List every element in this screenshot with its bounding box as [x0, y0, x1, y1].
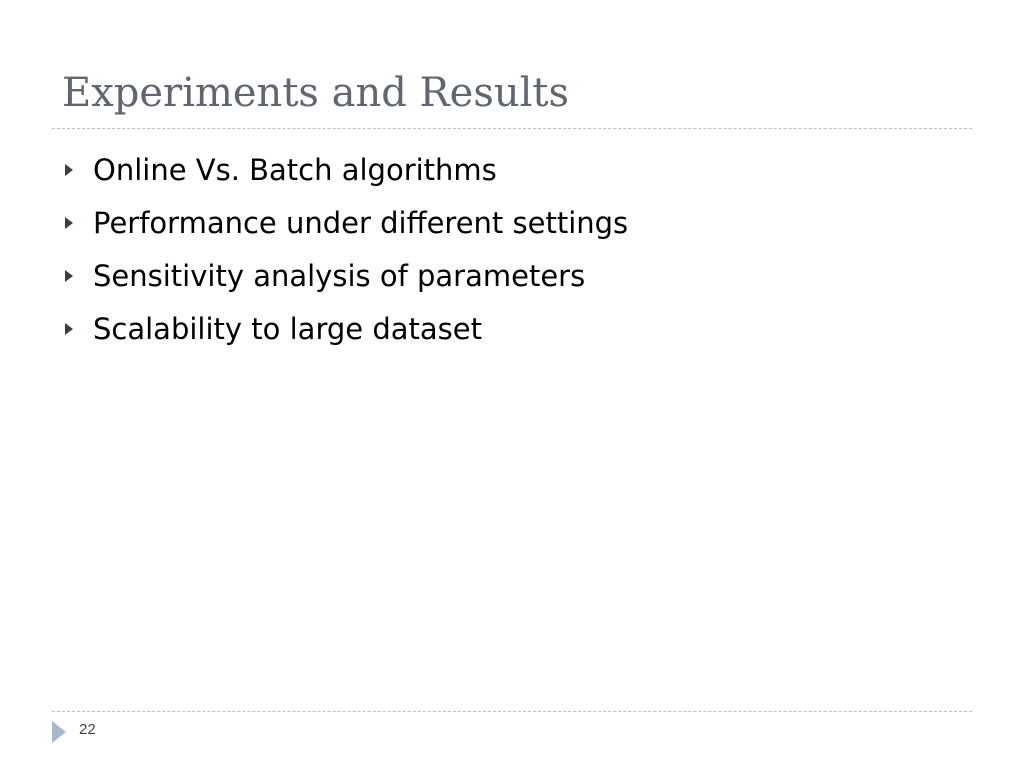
title-divider: [52, 128, 972, 129]
list-item: [62, 143, 628, 196]
bullet-arrow-icon: [65, 323, 73, 335]
bullet-text: Sensitivity analysis of parameters: [93, 258, 586, 293]
list-item: [62, 196, 628, 249]
bullet-arrow-icon: [65, 270, 73, 282]
list-item: [62, 249, 628, 302]
slide-title: Experiments and Results: [62, 70, 570, 116]
footer-divider: [52, 711, 972, 712]
page-number: 22: [79, 721, 96, 738]
bullet-text: Performance under different settings: [93, 205, 629, 240]
bullet-text: Online Vs. Batch algorithms: [93, 152, 497, 187]
list-item: [62, 302, 628, 355]
bullet-arrow-icon: [65, 164, 73, 176]
footer-triangle-icon: [52, 721, 66, 743]
bullet-text: Scalability to large dataset: [93, 311, 482, 346]
bullet-list: [62, 143, 628, 355]
bullet-arrow-icon: [65, 217, 73, 229]
